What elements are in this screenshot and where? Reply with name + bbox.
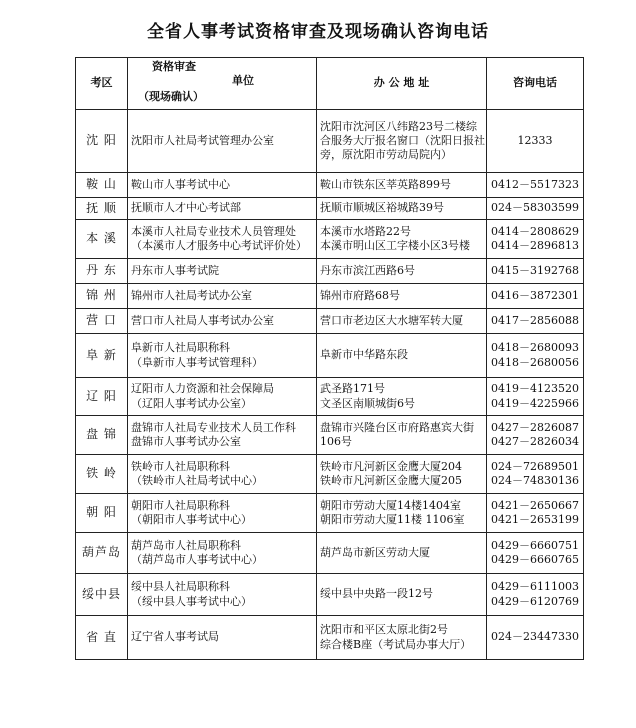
phone-cell [487, 284, 584, 309]
table-row [76, 533, 584, 574]
address-cell-line: 106号 [320, 435, 352, 448]
unit-cell-line: 阜新市人社局职称科 [131, 341, 230, 355]
phone-cell [487, 533, 584, 574]
phone-cell [487, 259, 584, 284]
phone-cell [487, 616, 584, 660]
address-cell-line: 本溪市明山区工字楼小区3号楼 [320, 239, 470, 252]
address-cell [317, 533, 487, 574]
unit-cell-line: （本溪市人才服务中心考试评价处） [131, 239, 307, 252]
phone-cell-line: 024－23447330 [491, 630, 579, 644]
address-cell [317, 455, 487, 494]
header-phone: 咨询电话 [487, 58, 584, 110]
address-cell-line: 沈阳市沈河区八纬路23号二楼综 [320, 119, 477, 133]
header-unit [128, 58, 317, 110]
phone-cell-line: 0427－2826034 [491, 435, 579, 448]
table-row [76, 494, 584, 533]
address-cell-line: 朝阳市劳动大厦14楼1404室 [320, 498, 461, 512]
address-cell [317, 309, 487, 334]
address-cell [317, 173, 487, 198]
unit-cell-line: 丹东市人事考试院 [131, 263, 219, 277]
table-row [76, 334, 584, 378]
address-cell-line: 旁，原沈阳市劳动局院内） [320, 148, 452, 162]
address-cell-line: 合服务大厅报名窗口（沈阳日报社 [320, 133, 485, 147]
address-cell [317, 259, 487, 284]
address-cell [317, 334, 487, 378]
unit-cell-line: 沈阳市人社局考试管理办公室 [131, 133, 274, 147]
address-cell [317, 416, 487, 455]
unit-cell [128, 616, 317, 660]
phone-cell [487, 455, 584, 494]
address-cell [317, 220, 487, 259]
area-cell: 阜 新 [76, 334, 128, 378]
table-row [76, 220, 584, 259]
phone-cell-line: 0429－6660751 [491, 538, 579, 552]
unit-cell [128, 378, 317, 416]
unit-cell [128, 259, 317, 284]
phone-cell-line: 0429－6120769 [491, 594, 579, 608]
phone-cell [487, 494, 584, 533]
phone-cell [487, 574, 584, 616]
table-row [76, 198, 584, 220]
address-cell-line: 葫芦岛市新区劳动大厦 [320, 545, 430, 559]
unit-cell-line: 朝阳市人社局职称科 [131, 498, 230, 512]
unit-cell-line: 辽宁省人事考试局 [131, 630, 219, 644]
phone-cell-line: 0429－6111003 [491, 580, 579, 594]
address-cell [317, 494, 487, 533]
area-cell: 本 溪 [76, 220, 128, 259]
phone-cell-line: 0412－5517323 [491, 177, 579, 191]
address-cell-line: 阜新市中华路东段 [320, 348, 408, 362]
phone-cell-line: 0421－2653199 [491, 513, 579, 526]
table-row [76, 110, 584, 173]
unit-cell [128, 220, 317, 259]
address-cell-line: 锦州市府路68号 [320, 288, 400, 302]
area-cell: 丹 东 [76, 259, 128, 284]
phone-cell-line: 0427－2826087 [491, 420, 579, 434]
unit-cell [128, 533, 317, 574]
phone-cell-line: 0421－2650667 [491, 498, 579, 512]
unit-cell-line: 本溪市人社局专业技术人员管理处 [131, 224, 296, 238]
unit-cell-line: 鞍山市人事考试中心 [131, 177, 230, 191]
unit-cell [128, 416, 317, 455]
area-cell: 葫芦岛 [76, 533, 128, 574]
unit-cell [128, 110, 317, 173]
address-cell [317, 616, 487, 660]
unit-cell-line: （辽阳人事考试办公室） [131, 396, 252, 410]
phone-cell [487, 334, 584, 378]
table-header-row [76, 58, 584, 110]
unit-cell [128, 494, 317, 533]
table-row [76, 416, 584, 455]
unit-cell [128, 455, 317, 494]
address-cell-line: 沈阳市和平区太原北街2号 [320, 623, 448, 637]
unit-cell-line: 营口市人社局人事考试办公室 [131, 313, 274, 327]
address-cell-line: 铁岭市凡河新区金鹰大厦205 [320, 474, 462, 487]
unit-cell-line: 抚顺市人才中心考试部 [131, 201, 241, 215]
address-cell-line: 绥中县中央路一段12号 [320, 587, 433, 601]
phone-cell [487, 416, 584, 455]
address-cell-line: 盘锦市兴隆台区市府路惠宾大街 [320, 420, 474, 434]
address-cell-line: 文圣区南顺城街6号 [320, 396, 415, 410]
unit-cell-line: 盘锦市人事考试办公室 [131, 435, 241, 448]
unit-cell-line: 葫芦岛市人社局职称科 [131, 538, 241, 552]
unit-cell-line: （阜新市人事考试管理科） [131, 355, 263, 369]
phone-cell-line: 024－74830136 [491, 474, 579, 487]
phone-cell-line: 0418－2680093 [491, 341, 579, 355]
unit-cell-line: 盘锦市人社局专业技术人员工作科 [131, 420, 296, 434]
unit-cell-line: 铁岭市人社局职称科 [131, 459, 230, 473]
header-unit-top: 资格审查 [152, 60, 196, 73]
phone-cell-line: 0417－2856088 [491, 313, 579, 327]
unit-cell [128, 309, 317, 334]
header-unit-mid: 单位 [232, 74, 254, 87]
address-cell [317, 284, 487, 309]
area-cell: 辽 阳 [76, 378, 128, 416]
phone-cell-line: 0414－2808629 [491, 224, 579, 238]
address-cell-line: 鞍山市铁东区莘英路899号 [320, 177, 451, 191]
phone-cell-line: 0414－2896813 [491, 239, 579, 252]
area-cell: 朝 阳 [76, 494, 128, 533]
unit-cell-line: 绥中县人社局职称科 [131, 580, 230, 594]
table-row [76, 309, 584, 334]
unit-cell [128, 198, 317, 220]
unit-cell-line: （朝阳市人事考试中心） [131, 513, 252, 526]
phone-cell [487, 309, 584, 334]
table-row [76, 574, 584, 616]
unit-cell-line: （铁岭市人社局考试中心） [131, 474, 263, 487]
header-address: 办 公 地 址 [317, 58, 487, 110]
address-cell [317, 378, 487, 416]
table-row [76, 616, 584, 660]
unit-cell [128, 574, 317, 616]
area-cell: 沈 阳 [76, 110, 128, 173]
address-cell [317, 574, 487, 616]
table-row [76, 284, 584, 309]
unit-cell [128, 173, 317, 198]
phone-cell [487, 220, 584, 259]
area-cell: 营 口 [76, 309, 128, 334]
address-cell-line: 营口市老边区大水塘军转大厦 [320, 313, 463, 327]
address-cell [317, 198, 487, 220]
address-cell [317, 110, 487, 173]
phone-cell-line: 0415－3192768 [491, 263, 579, 277]
area-cell: 抚 顺 [76, 198, 128, 220]
phone-cell-line: 024－72689501 [491, 459, 579, 473]
area-cell: 铁 岭 [76, 455, 128, 494]
table-row [76, 173, 584, 198]
area-cell: 绥中县 [76, 574, 128, 616]
phone-cell [487, 378, 584, 416]
phone-cell-line: 024－58303599 [491, 201, 579, 215]
header-area: 考区 [76, 58, 128, 110]
address-cell-line: 本溪市水塔路22号 [320, 224, 411, 238]
phone-cell [487, 110, 584, 173]
phone-cell-line: 0419－4123520 [491, 382, 579, 396]
area-cell: 盘 锦 [76, 416, 128, 455]
table-row [76, 259, 584, 284]
address-cell-line: 铁岭市凡河新区金鹰大厦204 [320, 459, 462, 473]
area-cell: 锦 州 [76, 284, 128, 309]
address-cell-line: 综合楼B座（考试局办事大厅） [320, 637, 472, 651]
area-cell: 鞍 山 [76, 173, 128, 198]
unit-cell-line: 辽阳市人力资源和社会保障局 [131, 382, 274, 396]
phone-cell [487, 173, 584, 198]
contact-table [75, 57, 584, 660]
address-cell-line: 朝阳市劳动大厦11楼 1106室 [320, 513, 465, 526]
area-cell: 省 直 [76, 616, 128, 660]
table-row [76, 378, 584, 416]
address-cell-line: 抚顺市顺城区裕城路39号 [320, 201, 444, 215]
phone-cell [487, 198, 584, 220]
header-unit-bottom: （现场确认） [138, 90, 204, 103]
phone-cell-line: 12333 [517, 133, 553, 147]
unit-cell [128, 284, 317, 309]
phone-cell-line: 0418－2680056 [491, 355, 579, 369]
unit-cell [128, 334, 317, 378]
unit-cell-line: （绥中县人事考试中心） [131, 594, 252, 608]
table-row [76, 455, 584, 494]
page-title: 全省人事考试资格审查及现场确认咨询电话 [147, 22, 489, 42]
phone-cell-line: 0429－6660765 [491, 553, 579, 566]
phone-cell-line: 0416－3872301 [491, 288, 579, 302]
phone-cell-line: 0419－4225966 [491, 396, 579, 410]
address-cell-line: 丹东市滨江西路6号 [320, 263, 415, 277]
unit-cell-line: （葫芦岛市人事考试中心） [131, 553, 263, 566]
unit-cell-line: 锦州市人社局考试办公室 [131, 288, 252, 302]
address-cell-line: 武圣路171号 [320, 382, 385, 396]
